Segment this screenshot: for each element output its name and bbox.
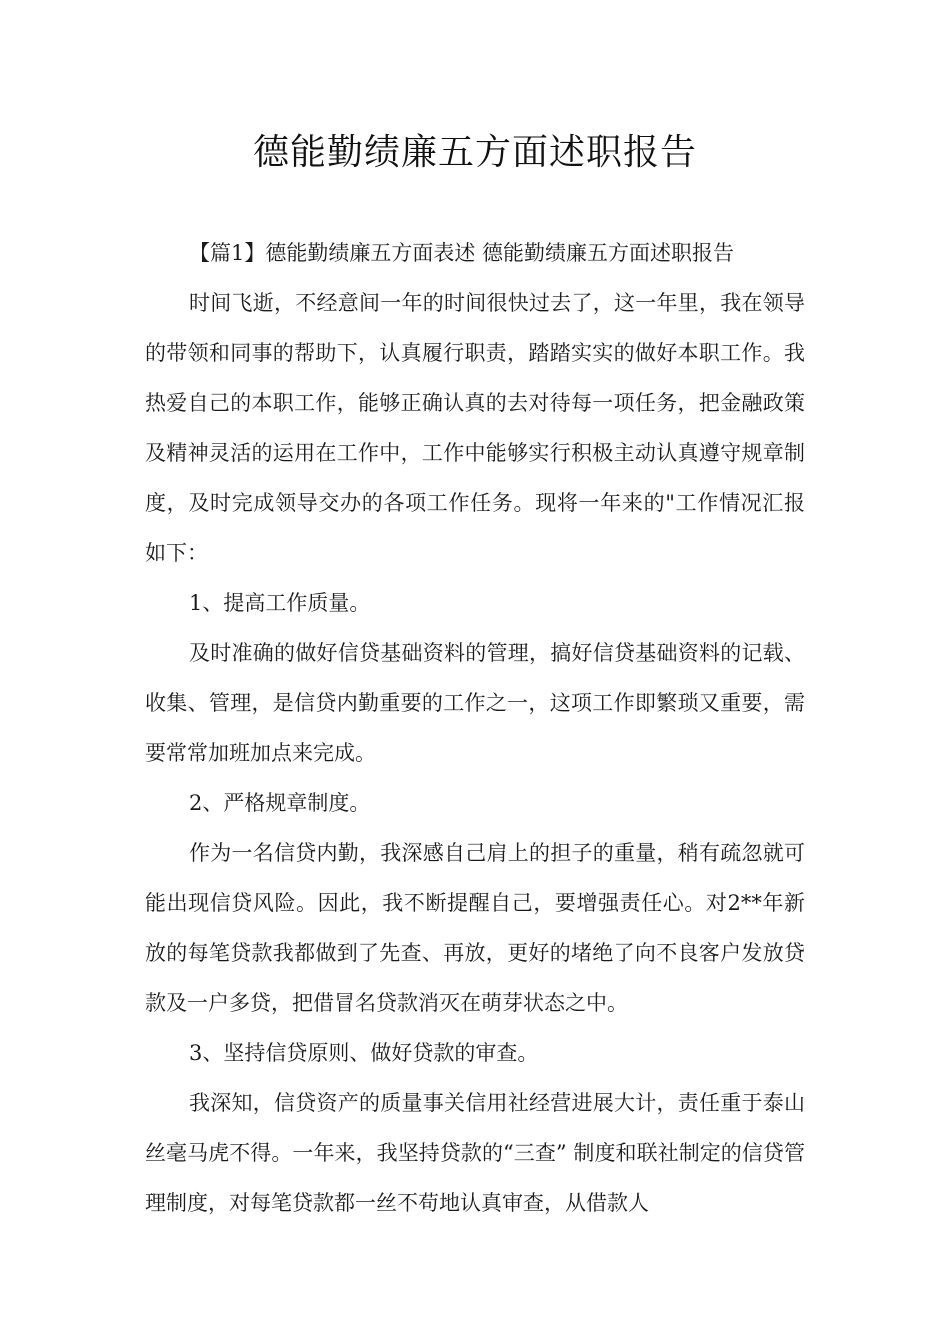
body-paragraph: 作为一名信贷内勤，我深感自己肩上的担子的重量，稍有疏忽就可能出现信贷风险。因此，我不断提醒自己，要增强责任心。对2**年新放的每笔贷款我都做到了先查、再放，更好的堵绝了向不良客户发放贷款及一户多贷，把借冒名贷款消灭在萌芽状态之中。 bbox=[145, 841, 805, 1015]
document-body bbox=[145, 228, 805, 1228]
section-heading: 【篇1】德能勤绩廉五方面表述 德能勤绩廉五方面述职报告 bbox=[189, 241, 735, 265]
list-heading: 1、提高工作质量。 bbox=[189, 591, 371, 615]
document-title: 德能勤绩廉五方面述职报告 bbox=[252, 132, 697, 173]
body-paragraph: 我深知，信贷资产的质量事关信用社经营进展大计，责任重于泰山丝毫马虎不得。一年来，我坚持贷款的“三查” 制度和联社制定的信贷管理制度，对每笔贷款都一丝不苟地认真审查，从借款人 bbox=[145, 1091, 805, 1215]
body-paragraph: 时间飞逝，不经意间一年的时间很快过去了，这一年里，我在领导的带领和同事的帮助下，认真履行职责，踏踏实实的做好本职工作。我热爱自己的本职工作，能够正确认真的去对待每一项任务，把金融政策及精神灵活的运用在工作中，工作中能够实行积极主动认真遵守规章制度，及时完成领导交办的各项工作任务。现将一年来的"工作情况汇报如下： bbox=[145, 291, 805, 565]
list-heading: 3、坚持信贷原则、做好贷款的审查。 bbox=[189, 1041, 539, 1065]
body-paragraph: 及时准确的做好信贷基础资料的管理，搞好信贷基础资料的记载、收集、管理，是信贷内勤重要的工作之一，这项工作即繁琐又重要，需要常常加班加点来完成。 bbox=[145, 641, 805, 765]
list-heading: 2、严格规章制度。 bbox=[189, 791, 371, 815]
